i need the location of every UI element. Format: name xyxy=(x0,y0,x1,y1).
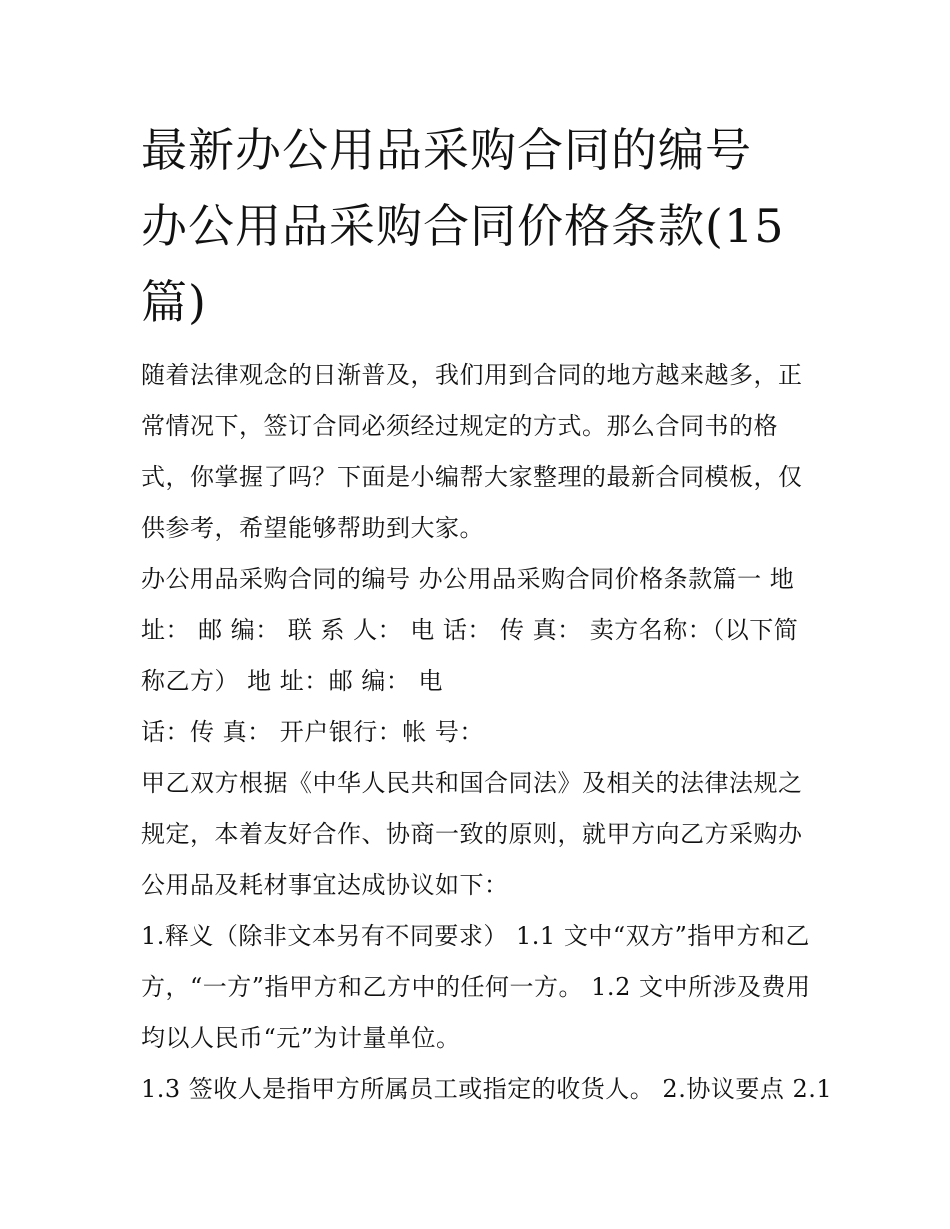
text-line: 1.3 签收人是指甲方所属员工或指定的收货人。 2.协议要点 2.1 xyxy=(141,1075,833,1103)
text-line: 供参考，希望能够帮助到大家。 xyxy=(141,514,484,542)
document-title xyxy=(141,112,813,340)
title-line: 篇) xyxy=(141,275,207,329)
text-line: 随着法律观念的日渐普及，我们用到合同的地方越来越多，正 xyxy=(141,361,803,389)
document-page xyxy=(141,112,833,1115)
title-line: 办公用品采购合同价格条款(15 xyxy=(141,199,785,253)
text-line: 办公用品采购合同的编号 办公用品采购合同价格条款篇一 地 xyxy=(141,565,795,593)
text-line: 话：传 真： 开户银行：帐 号： xyxy=(141,718,484,746)
text-line: 方，“一方”指甲方和乙方中的任何一方。 1.2 文中所涉及费用 xyxy=(141,973,811,1001)
signee-paragraph xyxy=(141,1064,833,1115)
text-line: 常情况下，签订合同必须经过规定的方式。那么合同书的格 xyxy=(141,412,778,440)
text-line: 均以人民币“元”为计量单位。 xyxy=(141,1024,461,1052)
bank-info-paragraph xyxy=(141,707,813,758)
text-line: 甲乙双方根据《中华人民共和国合同法》及相关的法律法规之 xyxy=(141,769,803,797)
text-line: 称乙方） 地 址：邮 编： 电 xyxy=(141,667,444,695)
text-line: 1.释义（除非文本另有不同要求） 1.1 文中“双方”指甲方和乙 xyxy=(141,922,810,950)
text-line: 公用品及耗材事宜达成协议如下： xyxy=(141,871,509,899)
title-line: 最新办公用品采购合同的编号 xyxy=(141,123,752,177)
text-line: 址： 邮 编： 联 系 人： 电 话： 传 真： 卖方名称：（以下简 xyxy=(141,616,799,644)
text-line: 规定，本着友好合作、协商一致的原则，就甲方向乙方采购办 xyxy=(141,820,803,848)
contract-parties-paragraph xyxy=(141,554,813,707)
text-line: 式，你掌握了吗？下面是小编帮大家整理的最新合同模板，仅 xyxy=(141,463,803,491)
intro-paragraph xyxy=(141,350,813,554)
agreement-basis-paragraph xyxy=(141,758,813,911)
definitions-paragraph xyxy=(141,911,813,1064)
